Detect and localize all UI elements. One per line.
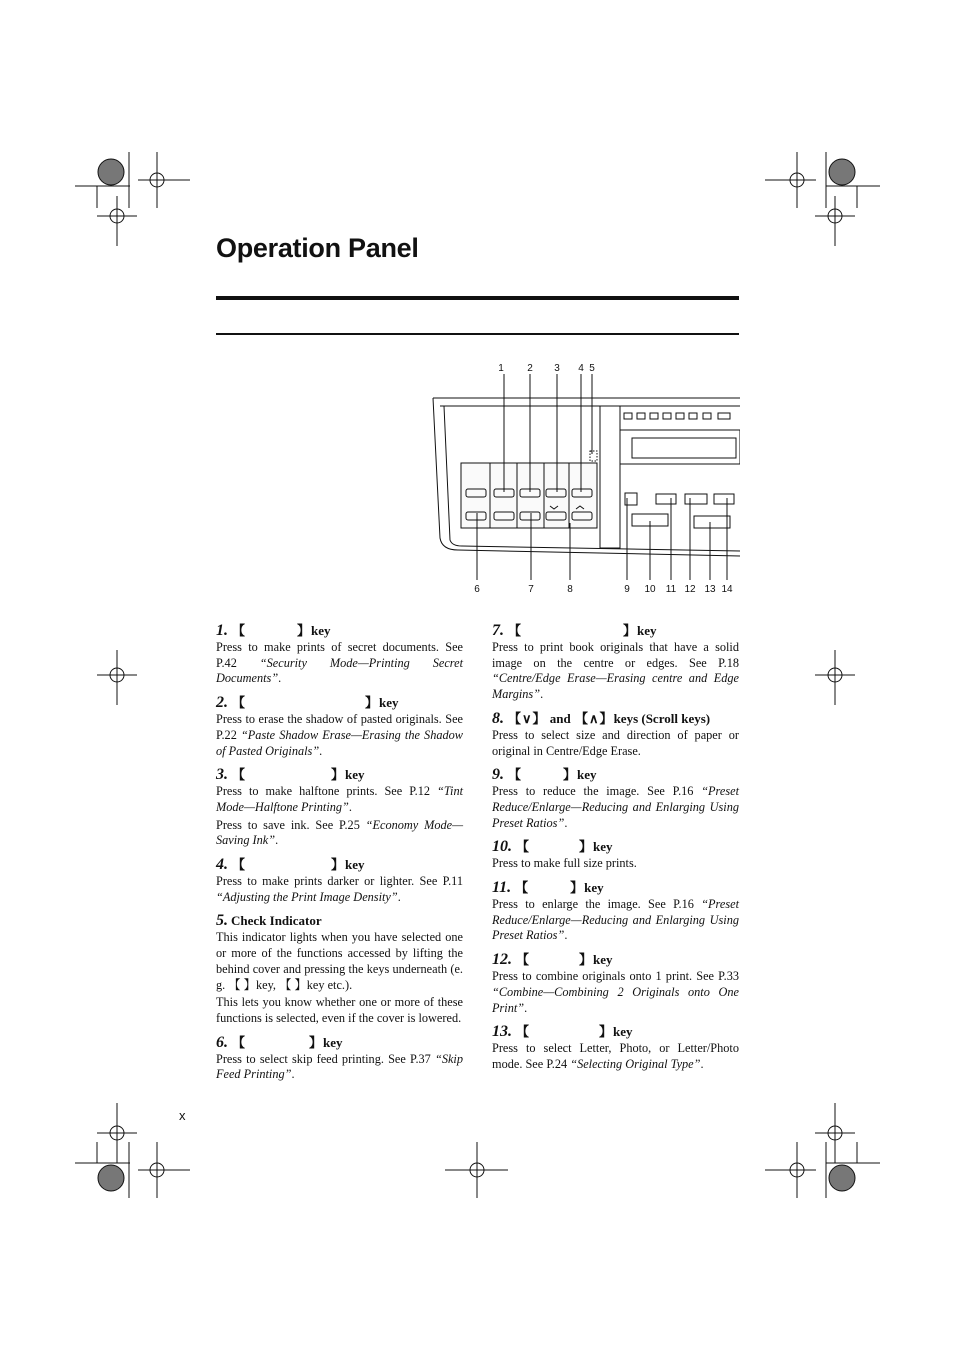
- right-column: [492, 622, 739, 1080]
- item-suffix: key: [577, 767, 597, 783]
- ref-title: “Centre/Edge Erase—Erasing centre and Edge Margins”: [492, 671, 739, 702]
- callout-11: 11: [665, 584, 677, 595]
- ref-title: “Preset Reduce/Enlarge—Reducing and Enlarging Using Preset Ratios”: [492, 784, 740, 830]
- item-12: 12. 【 】key Press to combine originals onto 1 print. See P.33 “Combine—Combining 2 Originals onto One Print”.: [492, 951, 739, 1015]
- left-column: [216, 622, 463, 1090]
- item-13: 13. 【 】key Press to select Letter, Photo, or Letter/Photo mode. See P.24 “Selecting Original Type”.: [492, 1023, 739, 1071]
- item-body: [216, 1052, 463, 1083]
- ref-title: “Adjusting the Print Image Density”: [216, 889, 398, 904]
- ref-title: “Security Mode—Printing Secret Documents”: [216, 655, 464, 686]
- item-number: 2.: [216, 694, 228, 712]
- callout-9: 9: [624, 584, 630, 595]
- item-4: 4. 【 】key Press to make prints darker or lighter. See P.11 “Adjusting the Print Image Density”.: [216, 856, 463, 904]
- page-ref: P.33: [718, 969, 739, 984]
- item-suffix: key: [345, 857, 365, 873]
- ref-end: .: [348, 799, 352, 814]
- item-suffix: key: [613, 1024, 633, 1040]
- item-suffix: key: [637, 623, 657, 638]
- item-6: 6. 【 】key Press to select skip feed printing. See P.37 “Skip Feed Printing”.: [216, 1033, 463, 1082]
- item-9: 9. 【 】key Press to reduce the image. See P.16 “Preset Reduce/Enlarge—Reducing and Enlarging Using Preset Ratios”.: [492, 766, 740, 830]
- body-text: Press to select size and direction of paper or original in Centre/Edge Erase.: [492, 727, 739, 758]
- item-suffix: keys (Scroll keys): [613, 710, 711, 726]
- item-number: 8.: [492, 709, 504, 727]
- callout-3: 3: [554, 363, 560, 374]
- item-7: 7. 【 】key Press to print book originals that have a solid image on the centre or edges. See P.18 “Centre/Edge Erase—Erasing centre and Edge Margins”.: [492, 622, 739, 702]
- body-text: Press to erase the shadow of pasted originals. See: [216, 712, 463, 727]
- body-text: Press to make halftone prints. See: [216, 784, 410, 799]
- item-number: 4.: [216, 856, 228, 874]
- callout-2: 2: [527, 363, 533, 374]
- item-body: [492, 784, 739, 831]
- item-number: 1.: [216, 622, 228, 639]
- item-suffix: key: [323, 1034, 343, 1050]
- page-ref: P.12: [409, 784, 438, 799]
- body-text: This lets you know whether one or more of these functions is selected, even if the cover is lowered.: [216, 995, 463, 1025]
- scroll-up-glyph: ∧: [589, 710, 599, 726]
- item-number: 11.: [492, 879, 512, 897]
- page-ref: P.11: [442, 874, 463, 889]
- ref-title: “Tint Mode—Halftone Printing”: [216, 784, 464, 814]
- item-body: [216, 784, 463, 849]
- item-suffix: key: [311, 623, 331, 638]
- item-11: 11. 【 】key Press to enlarge the image. See P.16 “Preset Reduce/Enlarge—Reducing and Enlarging Using Preset Ratios”.: [492, 879, 739, 943]
- operation-panel-figure: [428, 358, 740, 598]
- item-8: 8. 【∨】 and 【∧】keys (Scroll keys) Press to select size and direction of paper or original in Centre/Edge Erase.: [492, 709, 739, 758]
- item-body: [492, 1041, 739, 1072]
- item-suffix: key: [584, 880, 604, 896]
- item-body: [492, 640, 739, 703]
- body-text: Press to make full size prints.: [492, 856, 637, 871]
- item-suffix: key: [593, 952, 613, 968]
- ref-title: “Combine—Combining 2 Originals onto One Print”: [492, 984, 739, 1015]
- ref-title: “Paste Shadow Erase—Erasing the Shadow of Pasted Originals”: [216, 727, 463, 758]
- item-number: 10.: [492, 838, 512, 856]
- item-number: 12.: [492, 951, 512, 969]
- ref-end: .: [319, 743, 323, 758]
- page-ref: P.42: [216, 655, 260, 670]
- item-suffix: key: [593, 839, 613, 855]
- callout-6: 6: [474, 584, 480, 595]
- item-number: 3.: [216, 766, 228, 784]
- page-ref: P.22: [216, 727, 241, 742]
- item-body: [216, 712, 463, 759]
- ref-title: “Skip Feed Printing”: [216, 1051, 463, 1082]
- body-text: Press to save ink. See: [216, 817, 339, 832]
- and-word: and: [549, 710, 571, 726]
- body-text: Press to make prints darker or lighter. See: [216, 874, 443, 889]
- ref-end: .: [700, 1056, 704, 1071]
- page-ref: P.25: [339, 817, 366, 832]
- item-suffix: key: [379, 695, 399, 711]
- page-ref: P.37: [409, 1051, 435, 1066]
- ref-title: “Selecting Original Type”: [570, 1056, 701, 1071]
- body-text: Press to combine originals onto 1 print. See: [492, 969, 719, 984]
- callout-13: 13: [704, 584, 716, 595]
- item-10: 10. 【 】key Press to make full size prints.: [492, 838, 739, 872]
- page-ref: P.16: [672, 784, 702, 799]
- item-number: 9.: [492, 766, 504, 784]
- item-number: 5.: [216, 912, 228, 930]
- ref-end: .: [397, 889, 401, 904]
- callout-8: 8: [567, 584, 573, 595]
- item-body: [492, 728, 739, 759]
- item-body: [492, 969, 739, 1016]
- ref-end: .: [278, 671, 282, 686]
- callout-5: 5: [589, 363, 595, 374]
- page-ref: P.18: [718, 655, 739, 670]
- page-title: Operation Panel: [216, 233, 419, 263]
- item-body: [492, 897, 739, 944]
- item-3: 3. 【 】key Press to make halftone prints. See P.12 “Tint Mode—Halftone Printing”. Press to save ink. See P.25 “Economy Mode—Saving Ink”.: [216, 766, 464, 848]
- item-body: [216, 640, 463, 687]
- page-number: x: [179, 1108, 186, 1123]
- item-body: [216, 930, 463, 1026]
- ref-title: “Economy Mode—Saving Ink”: [216, 817, 464, 848]
- section-rule: [216, 333, 739, 335]
- ref-end: .: [564, 928, 568, 943]
- callout-1: 1: [498, 363, 504, 374]
- callout-14: 14: [721, 584, 733, 595]
- title-rule: [216, 296, 739, 300]
- item-suffix: Check Indicator: [231, 913, 322, 929]
- ref-title: “Preset Reduce/Enlarge—Reducing and Enlarging Using Preset Ratios”: [492, 897, 739, 943]
- body-text: Press to print book originals that have a solid image on the centre or edges. See: [492, 640, 739, 670]
- scroll-down-glyph: ∨: [522, 710, 532, 726]
- callout-4: 4: [578, 363, 584, 374]
- callout-7: 7: [528, 584, 534, 595]
- body-text: Press to enlarge the image. See: [492, 897, 674, 912]
- item-2: 2. 【 】key Press to erase the shadow of pasted originals. See P.22 “Paste Shadow Erase—Erasing the Shadow of Pasted Originals”.: [216, 694, 463, 758]
- callout-12: 12: [684, 584, 696, 595]
- item-5: [216, 912, 463, 1026]
- body-text: Press to select skip feed printing. See: [216, 1051, 410, 1066]
- body-text: Press to reduce the image. See: [492, 784, 673, 799]
- body-text: This indicator lights when you have selected one or more of the functions accessed by lifting the behind cover and pressing the keys underneath (e. g. 【 】key, 【 】key etc.).: [216, 930, 463, 992]
- item-number: 7.: [492, 622, 504, 639]
- ref-end: .: [524, 1000, 528, 1015]
- ref-end: .: [540, 687, 544, 702]
- item-body: [492, 856, 739, 872]
- body-text: Press to select Letter, Photo, or Letter/Photo mode. See: [492, 1041, 739, 1071]
- ref-end: .: [291, 1067, 295, 1082]
- page-ref: P.24: [546, 1056, 571, 1071]
- page-ref: P.16: [673, 897, 702, 912]
- item-suffix: key: [345, 767, 365, 783]
- callout-10: 10: [644, 584, 656, 595]
- ref-end: .: [275, 833, 279, 848]
- item-body: [216, 874, 463, 905]
- item-number: 6.: [216, 1033, 228, 1051]
- ref-end: .: [564, 815, 568, 830]
- item-1: 1. 【 】key Press to make prints of secret documents. See P.42 “Security Mode—Printing Secret Documents”.: [216, 622, 464, 686]
- body-text: Press to make prints of secret documents. See: [216, 640, 463, 654]
- item-number: 13.: [492, 1023, 512, 1041]
